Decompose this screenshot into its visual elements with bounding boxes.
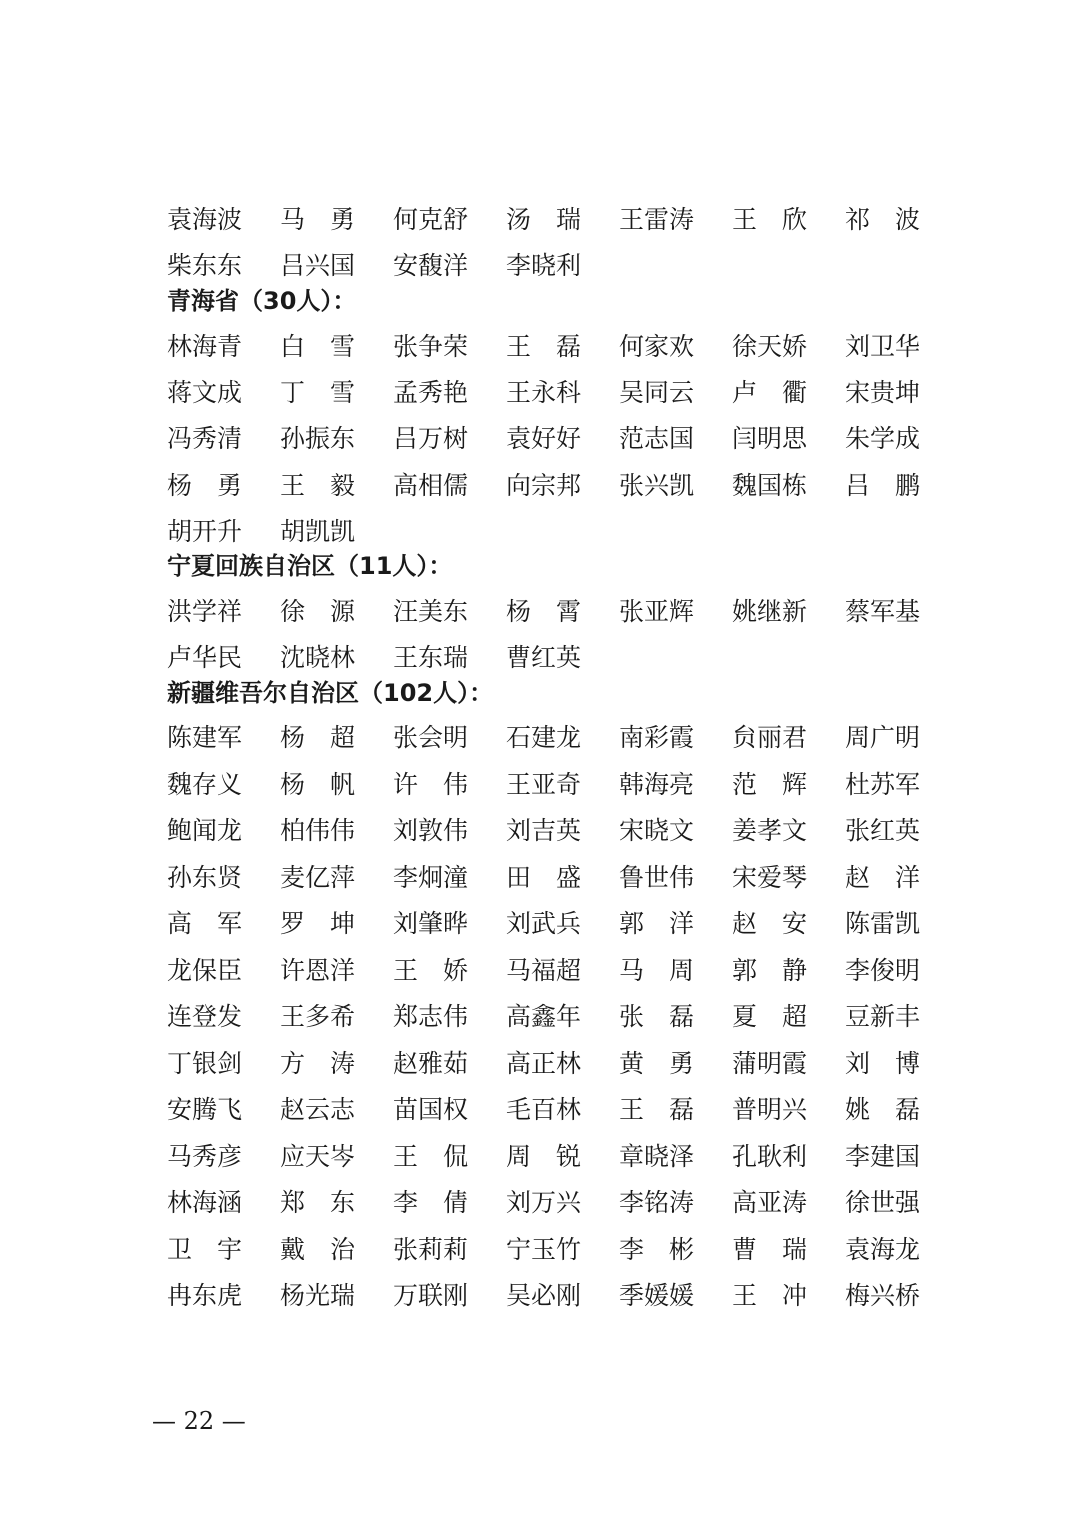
person-name: 戴 治 bbox=[280, 1234, 355, 1264]
name-row bbox=[167, 997, 958, 1037]
person-name: 吕 鹏 bbox=[845, 471, 920, 500]
person-name: 张 磊 bbox=[619, 1002, 694, 1031]
person-name: 胡开升 bbox=[167, 517, 243, 546]
person-name: 蒋文成 bbox=[167, 378, 243, 407]
person-name: 卢 衢 bbox=[732, 378, 807, 407]
person-name: 马 勇 bbox=[280, 205, 355, 234]
person-name: 宋晓文 bbox=[619, 816, 695, 845]
person-name: 高鑫年 bbox=[506, 1002, 582, 1031]
person-name: 杨 超 bbox=[280, 723, 355, 752]
person-name: 赵云志 bbox=[280, 1095, 356, 1124]
name-row bbox=[167, 718, 958, 758]
person-name: 宁玉竹 bbox=[506, 1234, 582, 1264]
person-name: 马 周 bbox=[619, 955, 694, 985]
name-row bbox=[167, 419, 958, 459]
person-name: 张红英 bbox=[845, 816, 921, 845]
person-name: 朱学成 bbox=[845, 424, 921, 453]
person-name: 魏存义 bbox=[167, 769, 243, 799]
name-row bbox=[167, 246, 619, 286]
person-name: 范志国 bbox=[619, 424, 695, 453]
person-name: 应天岑 bbox=[280, 1141, 356, 1171]
person-name: 安馥洋 bbox=[393, 251, 469, 280]
name-row bbox=[167, 1276, 958, 1316]
person-name: 刘肇晔 bbox=[393, 909, 469, 938]
person-name: 赵雅茹 bbox=[393, 1048, 469, 1078]
person-name: 宋爱琴 bbox=[732, 862, 808, 892]
person-name: 杨 勇 bbox=[167, 471, 242, 500]
person-name: 洪学祥 bbox=[167, 597, 243, 626]
person-name: 张会明 bbox=[393, 723, 469, 752]
person-name: 李 彬 bbox=[619, 1234, 694, 1264]
person-name: 李铭涛 bbox=[619, 1188, 695, 1217]
person-name: 赵 安 bbox=[732, 909, 807, 938]
person-name: 王 磊 bbox=[619, 1095, 694, 1124]
person-name: 普明兴 bbox=[732, 1095, 808, 1124]
person-name: 安腾飞 bbox=[167, 1095, 243, 1124]
person-name: 曹 瑞 bbox=[732, 1234, 807, 1264]
person-name: 卢华民 bbox=[167, 643, 243, 672]
person-name: 汤 瑞 bbox=[506, 205, 581, 234]
person-name: 姚继新 bbox=[732, 597, 808, 626]
person-name: 鲁世伟 bbox=[619, 862, 695, 892]
person-name: 杨 帆 bbox=[280, 769, 355, 799]
person-name: 何家欢 bbox=[619, 332, 695, 361]
section-heading-ningxia: 宁夏回族自治区（11人）： bbox=[167, 552, 453, 580]
person-name: 张莉莉 bbox=[393, 1234, 469, 1264]
person-name: 姜孝文 bbox=[732, 816, 808, 845]
person-name: 杜苏军 bbox=[845, 769, 921, 799]
person-name: 孟秀艳 bbox=[393, 378, 469, 407]
person-name: 李建国 bbox=[845, 1141, 921, 1171]
name-row bbox=[167, 951, 958, 991]
person-name: 鲍闻龙 bbox=[167, 816, 243, 845]
name-row bbox=[167, 765, 958, 805]
person-name: 范 辉 bbox=[732, 769, 807, 799]
person-name: 汪美东 bbox=[393, 597, 469, 626]
person-name: 林海青 bbox=[167, 332, 243, 361]
person-name: 张争荣 bbox=[393, 332, 469, 361]
person-name: 李俊明 bbox=[845, 955, 921, 985]
name-row bbox=[167, 858, 958, 898]
person-name: 徐世强 bbox=[845, 1188, 921, 1217]
person-name: 麦亿萍 bbox=[280, 862, 356, 892]
person-name: 高亚涛 bbox=[732, 1188, 808, 1217]
person-name: 刘万兴 bbox=[506, 1188, 582, 1217]
person-name: 郑志伟 bbox=[393, 1002, 469, 1031]
person-name: 蔡军基 bbox=[845, 597, 921, 626]
name-row bbox=[167, 1137, 958, 1177]
person-name: 黄 勇 bbox=[619, 1048, 694, 1078]
person-name: 蒲明霞 bbox=[732, 1048, 808, 1078]
person-name: 冉东虎 bbox=[167, 1281, 243, 1310]
person-name: 林海涵 bbox=[167, 1188, 243, 1217]
person-name: 高正林 bbox=[506, 1048, 582, 1078]
person-name: 王 磊 bbox=[506, 332, 581, 361]
person-name: 白 雪 bbox=[280, 332, 355, 361]
person-name: 吕万树 bbox=[393, 424, 469, 453]
person-name: 万联刚 bbox=[393, 1281, 469, 1310]
name-row bbox=[167, 327, 958, 367]
person-name: 冯秀清 bbox=[167, 424, 243, 453]
person-name: 闫明思 bbox=[732, 424, 808, 453]
person-name: 夏 超 bbox=[732, 1002, 807, 1031]
person-name: 周 锐 bbox=[506, 1141, 581, 1171]
person-name: 吕兴国 bbox=[280, 251, 356, 280]
person-name: 刘敦伟 bbox=[393, 816, 469, 845]
person-name: 田 盛 bbox=[506, 862, 581, 892]
person-name: 赵 洋 bbox=[845, 862, 920, 892]
person-name: 郭 洋 bbox=[619, 909, 694, 938]
name-row bbox=[167, 592, 958, 632]
person-name: 高 军 bbox=[167, 909, 242, 938]
person-name: 袁海波 bbox=[167, 205, 243, 234]
person-name: 季媛媛 bbox=[619, 1281, 695, 1310]
person-name: 袁海龙 bbox=[845, 1234, 921, 1264]
person-name: 章晓泽 bbox=[619, 1141, 695, 1171]
person-name: 石建龙 bbox=[506, 723, 582, 752]
person-name: 梅兴桥 bbox=[845, 1281, 921, 1310]
name-row bbox=[167, 200, 958, 240]
person-name: 马福超 bbox=[506, 955, 582, 985]
person-name: 连登发 bbox=[167, 1002, 243, 1031]
person-name: 南彩霞 bbox=[619, 723, 695, 752]
person-name: 郭 静 bbox=[732, 955, 807, 985]
person-name: 韩海亮 bbox=[619, 769, 695, 799]
person-name: 孔耿利 bbox=[732, 1141, 808, 1171]
person-name: 向宗邦 bbox=[506, 471, 582, 500]
person-name: 丁银剑 bbox=[167, 1048, 243, 1078]
person-name: 张兴凯 bbox=[619, 471, 695, 500]
person-name: 吴同云 bbox=[619, 378, 695, 407]
person-name: 王 毅 bbox=[280, 471, 355, 500]
section-heading-qinghai: 青海省（30人）： bbox=[167, 287, 357, 315]
person-name: 刘卫华 bbox=[845, 332, 921, 361]
name-row bbox=[167, 1044, 958, 1084]
person-name: 柏伟伟 bbox=[280, 816, 356, 845]
person-name: 宋贵坤 bbox=[845, 378, 921, 407]
person-name: 龙保臣 bbox=[167, 955, 243, 985]
person-name: 许 伟 bbox=[393, 769, 468, 799]
person-name: 袁好好 bbox=[506, 424, 582, 453]
person-name: 高相儒 bbox=[393, 471, 469, 500]
person-name: 王 冲 bbox=[732, 1281, 807, 1310]
person-name: 陈建军 bbox=[167, 723, 243, 752]
section-heading-xinjiang: 新疆维吾尔自治区（102人）： bbox=[167, 679, 494, 707]
person-name: 王东瑞 bbox=[393, 643, 469, 672]
person-name: 魏国栋 bbox=[732, 471, 808, 500]
person-name: 李炯潼 bbox=[393, 862, 469, 892]
person-name: 王亚奇 bbox=[506, 769, 582, 799]
person-name: 贠丽君 bbox=[732, 723, 808, 752]
name-row bbox=[167, 466, 958, 506]
person-name: 王 欣 bbox=[732, 205, 807, 234]
name-row bbox=[167, 373, 958, 413]
person-name: 曹红英 bbox=[506, 643, 582, 672]
person-name: 周广明 bbox=[845, 723, 921, 752]
person-name: 马秀彦 bbox=[167, 1141, 243, 1171]
person-name: 徐 源 bbox=[280, 597, 355, 626]
person-name: 方 涛 bbox=[280, 1048, 355, 1078]
person-name: 沈晓林 bbox=[280, 643, 356, 672]
person-name: 豆新丰 bbox=[845, 1002, 921, 1031]
name-row bbox=[167, 512, 393, 552]
name-row bbox=[167, 811, 958, 851]
person-name: 王永科 bbox=[506, 378, 582, 407]
person-name: 王雷涛 bbox=[619, 205, 695, 234]
person-name: 丁 雪 bbox=[280, 378, 355, 407]
person-name: 张亚辉 bbox=[619, 597, 695, 626]
person-name: 王多希 bbox=[280, 1002, 356, 1031]
person-name: 毛百林 bbox=[506, 1095, 582, 1124]
person-name: 胡凯凯 bbox=[280, 517, 356, 546]
person-name: 王 侃 bbox=[393, 1141, 468, 1171]
person-name: 刘 博 bbox=[845, 1048, 920, 1078]
person-name: 姚 磊 bbox=[845, 1095, 920, 1124]
person-name: 孙东贤 bbox=[167, 862, 243, 892]
person-name: 刘武兵 bbox=[506, 909, 582, 938]
name-row bbox=[167, 904, 958, 944]
name-row bbox=[167, 1183, 958, 1223]
person-name: 许恩洋 bbox=[280, 955, 356, 985]
person-name: 柴东东 bbox=[167, 251, 243, 280]
person-name: 苗国权 bbox=[393, 1095, 469, 1124]
name-row bbox=[167, 638, 619, 678]
person-name: 刘吉英 bbox=[506, 816, 582, 845]
person-name: 李 倩 bbox=[393, 1188, 468, 1217]
page-number: — 22 — bbox=[152, 1407, 246, 1435]
person-name: 王 娇 bbox=[393, 955, 468, 985]
person-name: 杨 霄 bbox=[506, 597, 581, 626]
person-name: 郑 东 bbox=[280, 1188, 355, 1217]
person-name: 罗 坤 bbox=[280, 909, 355, 938]
person-name: 杨光瑞 bbox=[280, 1281, 356, 1310]
person-name: 何克舒 bbox=[393, 205, 469, 234]
name-row bbox=[167, 1230, 958, 1270]
person-name: 李晓利 bbox=[506, 251, 582, 280]
person-name: 卫 宇 bbox=[167, 1234, 242, 1264]
name-row bbox=[167, 1090, 958, 1130]
person-name: 吴必刚 bbox=[506, 1281, 582, 1310]
person-name: 陈雷凯 bbox=[845, 909, 921, 938]
person-name: 孙振东 bbox=[280, 424, 356, 453]
person-name: 祁 波 bbox=[845, 205, 920, 234]
person-name: 徐天娇 bbox=[732, 332, 808, 361]
